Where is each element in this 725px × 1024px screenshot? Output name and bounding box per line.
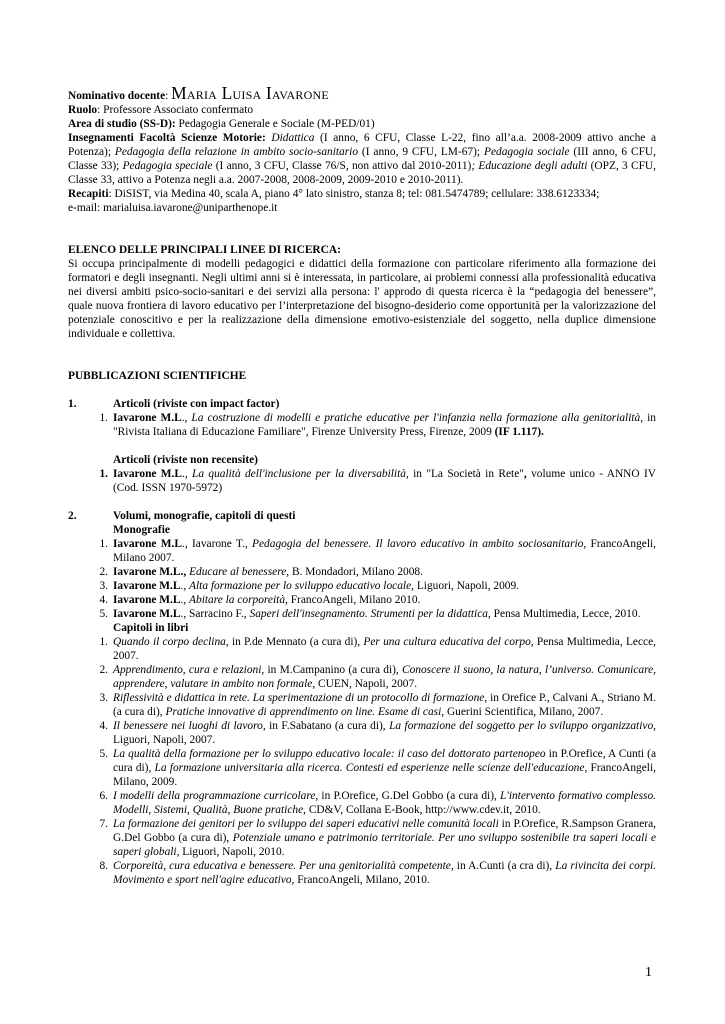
nominativo-line: Nominativo docente: Maria Luisa Iavarone <box>68 83 329 103</box>
section-number: 1. <box>68 398 77 410</box>
header-block <box>68 83 657 215</box>
work-title: La formazione universitaria alla ricerca. Contesti ed esperienze nelle scienze dell'educazione <box>154 762 585 774</box>
item-number: 1. <box>99 468 108 480</box>
publication-details: , FrancoAngeli, Milano 2007. <box>113 538 657 564</box>
course-educazione-adulti-details: (OPZ, 3 CFU, Classe 33, attivo a Potenza negli a.a. 2007-2008, 2008-2009, 2009-2010 e 2010-2011). <box>68 160 656 186</box>
list-item <box>68 817 656 859</box>
author-suffix: ., <box>180 594 190 606</box>
work-title: La formazione dei genitori per lo sviluppo dei saperi educativi nelle comunità locali <box>113 818 499 830</box>
item-number: 1. <box>99 636 108 648</box>
section-volumi-heading <box>68 509 656 523</box>
list-item <box>68 537 656 565</box>
ruolo-label: Ruolo <box>68 104 98 116</box>
item-number: 5. <box>99 748 108 760</box>
list-item <box>68 663 656 691</box>
course-ped-sociale: Pedagogia sociale <box>483 146 570 158</box>
author-suffix: ., Iavarone T., <box>181 538 253 550</box>
publication-details: Guerini Scientifica, Milano, 2007. <box>444 706 604 718</box>
email-line: e-mail: marialuisa.iavarone@uniparthenope.it <box>68 202 278 214</box>
author: Iavarone M.L <box>113 538 182 550</box>
publication-details: , Liguori, Napoli, 2010. <box>176 846 285 858</box>
author-suffix: ., <box>181 412 192 424</box>
publication-details: , Liguori, Napoli, 2007. <box>113 720 656 746</box>
list-item <box>68 579 656 593</box>
work-title: Pedagogia del benessere. Il lavoro educativo in ambito sociosanitario <box>252 538 584 550</box>
item-number: 2. <box>99 566 108 578</box>
publication-details: , CD&V, Collana E-Book, http://www.cdev.it, 2010. <box>303 804 541 816</box>
work-title: Per una cultura educativa del corpo <box>363 636 531 648</box>
nominativo-label: Nominativo docente <box>68 90 166 102</box>
ruolo-value: : Professore Associato confermato <box>97 104 254 116</box>
work-title: La qualità dell'inclusione per la diversabilità, <box>192 468 409 480</box>
page-number: 1 <box>645 965 652 980</box>
insegnamenti-label: Insegnamenti Facoltà Scienze Motorie: <box>68 132 266 144</box>
item-number: 3. <box>99 692 108 704</box>
docente-name: Maria Luisa Iavarone <box>171 83 329 103</box>
item-number: 1. <box>99 538 108 550</box>
list-item <box>68 593 656 607</box>
capitoli-heading: Capitoli in libri <box>113 622 189 634</box>
work-title: La formazione del soggetto per lo sviluppo organizzativo <box>389 720 654 732</box>
separator: ; <box>471 160 479 172</box>
work-title: La costruzione di modelli e pratiche educative per l'infanzia nella formazione alla genitorialità <box>191 412 641 424</box>
articoli-non-recensite-list <box>68 467 656 495</box>
publication-details: in M.Campanino (a cura di), <box>264 664 402 676</box>
pubblicazioni-section <box>68 369 656 887</box>
section-number: 2. <box>68 510 77 522</box>
document-page <box>68 83 657 887</box>
work-title: La rivincita dei corpi. Movimento e sport nell'agire educativo <box>113 860 656 886</box>
articoli-non-recensite-heading: Articoli (riviste non recensite) <box>113 454 258 466</box>
section-title: Articoli (riviste con impact factor) <box>113 398 280 410</box>
publication-details: , FrancoAngeli, Milano 2010. <box>285 594 421 606</box>
recapiti-line <box>68 187 656 201</box>
publication-details: , in P.de Mennato (a cura di), <box>225 636 364 648</box>
item-number: 7. <box>99 818 108 830</box>
list-item <box>68 789 656 817</box>
list-item <box>68 411 656 439</box>
publication-details: Liguori, Napoli, 2009. <box>413 580 520 592</box>
publication-extra: volume unico - ANNO IV (Cod. ISSN 1970-5972) <box>113 468 656 494</box>
publication-details: , in Orefice P., Calvani A., Striano M.(a cura di), <box>113 692 656 718</box>
publication-details: , Pensa Multimedia, Lecce, 2010. <box>487 608 641 620</box>
articoli-impact-list <box>68 411 656 439</box>
publication-details: , in P.Orefice, G.Del Gobbo (a cura di), <box>315 790 501 802</box>
work-title: Riflessività e didattica in rete. La sperimentazione di un protocollo di formazione <box>113 692 485 704</box>
publication-details: , in F.Sabatano (a cura di), <box>262 720 390 732</box>
item-number: 1. <box>99 412 108 424</box>
list-item <box>68 565 656 579</box>
list-item <box>68 607 656 621</box>
publication-details: , Pensa Multimedia, Lecce, 2007. <box>113 636 656 662</box>
publication-details: B. Mondadori, Milano 2008. <box>289 566 423 578</box>
publication-details: in "La Società in Rete" <box>408 468 524 480</box>
work-title: Apprendimento, cura e relazioni, <box>113 664 265 676</box>
work-title: Saperi dell'insegnamento. Strumenti per la didattica <box>249 608 488 620</box>
list-item <box>68 859 656 887</box>
work-title: Educare al benessere, <box>189 566 290 578</box>
course-ped-relazione-details: (I anno, 9 CFU, LM-67); <box>358 146 484 158</box>
item-number: 8. <box>99 860 108 872</box>
capitoli-list <box>68 635 656 887</box>
item-number: 4. <box>99 720 108 732</box>
recapiti-value: : DiSIST, via Medina 40, scala A, piano 4° lato sinistro, stanza 8; tel: 081.5474789; cellulare: 338.6123334; <box>108 188 600 200</box>
work-title: L'intervento formativo complesso. Modelli, Sistemi, Qualità, Buone pratiche <box>113 790 656 816</box>
list-item <box>68 691 656 719</box>
course-educazione-adulti: Educazione degli adulti <box>478 160 588 172</box>
area-label: Area di studio (SS-D): <box>68 118 176 130</box>
item-number: 6. <box>99 790 108 802</box>
course-didattica-details: (I anno, 6 CFU, Classe L-22, fino all’a.a. 2008-2009 attivo anche a Potenza); <box>68 132 657 158</box>
publication-details: , FrancoAngeli, Milano, 2010. <box>291 874 430 886</box>
work-title: Alta formazione per lo sviluppo educativo locale, <box>189 580 414 592</box>
publication-details: , CUEN, Napoli, 2007. <box>312 678 418 690</box>
author-suffix: ., <box>180 580 190 592</box>
insegnamenti-paragraph <box>68 131 656 187</box>
publication-details: in P.Orefice, A Cunti (a cura di), <box>113 748 656 774</box>
course-didattica: Didattica <box>271 132 315 144</box>
item-number: 5. <box>99 608 108 620</box>
course-ped-speciale: Pedagogia speciale <box>122 160 213 172</box>
work-title: Quando il corpo declina <box>113 636 226 648</box>
list-item <box>68 635 656 663</box>
course-ped-speciale-details: (I anno, 3 CFU, Classe 76/S, non attivo dal 2010-2011) <box>212 160 472 172</box>
author: Iavarone M.L <box>113 468 182 480</box>
area-value: Pedagogia Generale e Sociale (M-PED/01) <box>175 118 375 130</box>
author: Iavarone M.L <box>113 580 181 592</box>
list-item <box>68 747 656 789</box>
author: Iavarone M.L <box>113 412 182 424</box>
work-title: La qualità della formazione per lo sviluppo educativo locale: il caso del dottorato partenopeo <box>113 748 546 760</box>
publication-details: , in A.Cunti (a cra di), <box>450 860 556 872</box>
section-title: Volumi, monografie, capitoli di questi <box>113 510 296 522</box>
work-title: Corporeità, cura educativa e benessere. Per una genitorialità competente <box>113 860 451 872</box>
section-articoli-heading <box>68 397 656 411</box>
work-title: Il benessere nei luoghi di lavoro <box>113 720 263 732</box>
ruolo-line <box>68 103 656 117</box>
impact-factor: (IF 1.117). <box>494 426 544 438</box>
item-number: 3. <box>99 580 108 592</box>
item-number: 2. <box>99 664 108 676</box>
work-title: Pratiche innovative di apprendimento on line. Esame di casi, <box>165 706 445 718</box>
course-ped-relazione: Pedagogia della relazione in ambito socio-sanitario <box>114 146 359 158</box>
ricerca-section <box>68 243 656 341</box>
author-suffix: ., <box>181 468 193 480</box>
author: Iavarone M.L., <box>113 566 187 578</box>
work-title: I modelli della programmazione curricolare <box>113 790 316 802</box>
list-item <box>68 467 656 495</box>
area-line <box>68 117 656 131</box>
pubblicazioni-title: PUBBLICAZIONI SCIENTIFICHE <box>68 370 247 382</box>
work-title: Abitare la corporeità <box>189 594 286 606</box>
recapiti-label: Recapiti <box>68 188 109 200</box>
publication-details: , in "Rivista Italiana di Educazione Familiare", Firenze University Press, Firenze, 2009 <box>113 412 656 438</box>
author: Iavarone M.L <box>113 594 181 606</box>
impact-factor: , <box>523 468 527 480</box>
monografie-list <box>68 537 656 621</box>
publication-details: , FrancoAngeli, Milano, 2009. <box>113 762 656 788</box>
list-item <box>68 719 656 747</box>
ricerca-title: ELENCO DELLE PRINCIPALI LINEE DI RICERCA: <box>68 244 341 256</box>
course-ped-sociale-details: (III anno, 6 CFU, Classe 33); <box>68 146 657 172</box>
author: Iavarone M.L <box>113 608 181 620</box>
monografie-heading: Monografie <box>113 524 170 536</box>
ricerca-body: Si occupa principalmente di modelli pedagogici e didattici della formazione con particolare riferimento alla formazione dei formatori e degli insegnanti. Negli ultimi anni si è interessata, in particolare, ai problemi connessi alla professionalità educativa nei diversi ambiti psico-socio-sanitari e dei servizi alla persona: l' approdo di questa ricerca è la “pedagogia del benessere”, quale nuova frontiera di lavoro educativo per l’interpretazione del bisogno-desiderio come opportunità per la valorizzazione del potenziale conoscitivo e per la realizzazione della dimensione emotivo-esistenziale del soggetto, nella duplice dimensione individuale e collettiva. <box>68 258 656 340</box>
author-suffix: ., Sarracino F., <box>180 608 250 620</box>
publication-details: in P.Orefice, R.Sampson Granera, G.Del Gobbo (a cura di), <box>113 818 656 844</box>
item-number: 4. <box>99 594 108 606</box>
work-title: Conoscere il suono, la natura, l’universo. Comunicare, apprendere, valutare in ambito non formale <box>113 664 656 690</box>
work-title: Potenziale umano e patrimonio territoriale. Per uno sviluppo sostenibile tra saperi locali e saperi globali <box>113 832 656 858</box>
